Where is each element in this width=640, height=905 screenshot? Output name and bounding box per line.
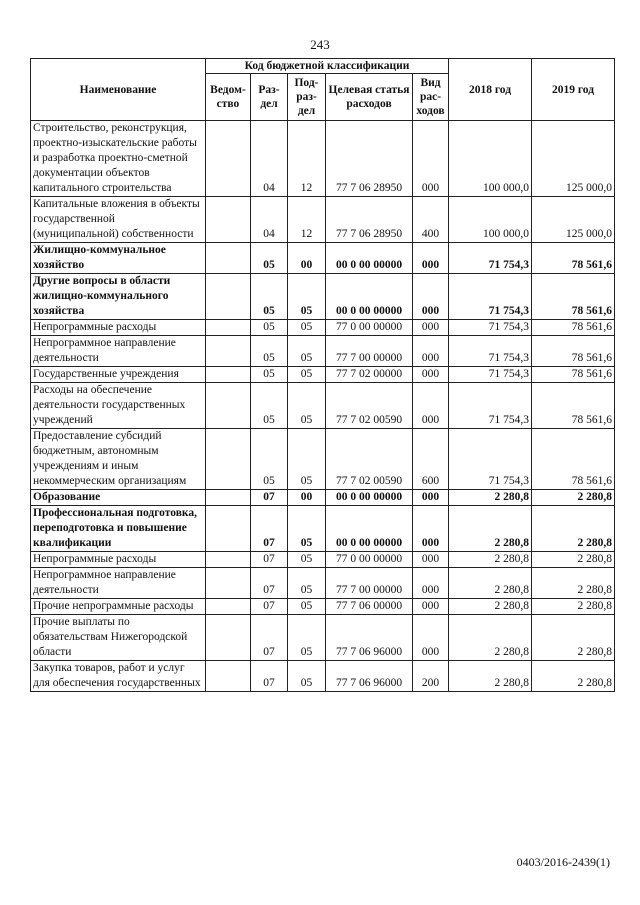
cell-2019: 2 280,8: [532, 506, 615, 552]
cell-vedomstvo: [206, 506, 251, 552]
cell-celevaya-statya: 77 0 00 00000: [326, 320, 413, 336]
cell-podrazdel: 05: [288, 320, 326, 336]
cell-2019: 78 561,6: [532, 429, 615, 490]
cell-2019: 125 000,0: [532, 197, 615, 243]
cell-vid-rashodov: 000: [413, 552, 449, 568]
cell-name: Непрограммные расходы: [31, 320, 206, 336]
cell-vid-rashodov: 000: [413, 336, 449, 367]
cell-name: Непрограммное направление деятельности: [31, 568, 206, 599]
cell-vedomstvo: [206, 568, 251, 599]
cell-vedomstvo: [206, 490, 251, 506]
cell-celevaya-statya: 77 7 06 00000: [326, 599, 413, 615]
cell-2019: 78 561,6: [532, 367, 615, 383]
cell-2019: 78 561,6: [532, 243, 615, 274]
cell-2019: 78 561,6: [532, 336, 615, 367]
budget-table: [30, 58, 615, 692]
cell-2019: 2 280,8: [532, 615, 615, 661]
cell-razdel: 05: [251, 383, 288, 429]
cell-celevaya-statya: 00 0 00 00000: [326, 506, 413, 552]
cell-name: Расходы на обеспечение деятельности государственных учреждений: [31, 383, 206, 429]
cell-name: Профессиональная подготовка, переподготовка и повышение квалификации: [31, 506, 206, 552]
cell-vid-rashodov: 000: [413, 243, 449, 274]
cell-podrazdel: 00: [288, 490, 326, 506]
cell-podrazdel: 12: [288, 121, 326, 197]
table-row: [31, 429, 615, 490]
cell-vid-rashodov: 000: [413, 367, 449, 383]
page-number: 243: [310, 37, 330, 52]
cell-podrazdel: 05: [288, 615, 326, 661]
cell-celevaya-statya: 77 7 02 00590: [326, 383, 413, 429]
cell-vedomstvo: [206, 367, 251, 383]
header-vid-rashodov: Вид рас-ходов: [413, 74, 449, 121]
cell-vid-rashodov: 400: [413, 197, 449, 243]
header-2019: 2019 год: [532, 59, 615, 121]
cell-razdel: 05: [251, 367, 288, 383]
cell-razdel: 04: [251, 197, 288, 243]
header-budget-code-group: Код бюджетной классификации: [206, 59, 449, 74]
cell-name: Строительство, реконструкция, проектно-изыскательские работы и разработка проектно-сметной документации объектов капитального строительства: [31, 121, 206, 197]
cell-razdel: 07: [251, 599, 288, 615]
cell-vid-rashodov: 000: [413, 320, 449, 336]
cell-2019: 2 280,8: [532, 599, 615, 615]
cell-vid-rashodov: 000: [413, 274, 449, 320]
cell-celevaya-statya: 77 7 02 00000: [326, 367, 413, 383]
cell-2018: 2 280,8: [449, 490, 532, 506]
table-row: [31, 490, 615, 506]
cell-2018: 100 000,0: [449, 197, 532, 243]
cell-vedomstvo: [206, 243, 251, 274]
header-celevaya-statya: Целевая статья расходов: [326, 74, 413, 121]
cell-celevaya-statya: 77 7 06 96000: [326, 661, 413, 692]
table-row: [31, 552, 615, 568]
cell-vid-rashodov: 000: [413, 568, 449, 599]
cell-vid-rashodov: 600: [413, 429, 449, 490]
cell-vid-rashodov: 000: [413, 121, 449, 197]
cell-podrazdel: 05: [288, 383, 326, 429]
cell-2018: 71 754,3: [449, 243, 532, 274]
cell-name: Непрограммные расходы: [31, 552, 206, 568]
cell-vedomstvo: [206, 429, 251, 490]
table-body: [31, 121, 615, 692]
cell-celevaya-statya: 77 7 06 96000: [326, 615, 413, 661]
cell-2019: 2 280,8: [532, 490, 615, 506]
cell-vid-rashodov: 000: [413, 383, 449, 429]
cell-celevaya-statya: 77 7 00 00000: [326, 568, 413, 599]
cell-2018: 71 754,3: [449, 383, 532, 429]
header-vedomstvo: Ведом-ство: [206, 74, 251, 121]
cell-vid-rashodov: 200: [413, 661, 449, 692]
table-row: [31, 383, 615, 429]
cell-razdel: 07: [251, 506, 288, 552]
table-row: [31, 568, 615, 599]
cell-name: Капитальные вложения в объекты государственной (муниципальной) собственности: [31, 197, 206, 243]
table-row: [31, 336, 615, 367]
table-row: [31, 320, 615, 336]
cell-razdel: 07: [251, 568, 288, 599]
cell-2018: 71 754,3: [449, 320, 532, 336]
cell-vedomstvo: [206, 552, 251, 568]
cell-podrazdel: 05: [288, 429, 326, 490]
cell-razdel: 07: [251, 661, 288, 692]
table-row: [31, 274, 615, 320]
cell-2018: 2 280,8: [449, 661, 532, 692]
cell-vedomstvo: [206, 320, 251, 336]
cell-podrazdel: 05: [288, 336, 326, 367]
cell-celevaya-statya: 00 0 00 00000: [326, 490, 413, 506]
cell-2018: 100 000,0: [449, 121, 532, 197]
cell-razdel: 05: [251, 429, 288, 490]
cell-name: Государственные учреждения: [31, 367, 206, 383]
cell-razdel: 07: [251, 552, 288, 568]
cell-razdel: 04: [251, 121, 288, 197]
cell-vedomstvo: [206, 599, 251, 615]
cell-vedomstvo: [206, 274, 251, 320]
cell-vedomstvo: [206, 615, 251, 661]
cell-celevaya-statya: 00 0 00 00000: [326, 274, 413, 320]
cell-celevaya-statya: 77 7 06 28950: [326, 121, 413, 197]
cell-vedomstvo: [206, 661, 251, 692]
table-row: [31, 599, 615, 615]
cell-2018: 71 754,3: [449, 429, 532, 490]
cell-vedomstvo: [206, 336, 251, 367]
table-row: [31, 367, 615, 383]
cell-podrazdel: 12: [288, 197, 326, 243]
cell-name: Жилищно-коммунальное хозяйство: [31, 243, 206, 274]
cell-razdel: 05: [251, 243, 288, 274]
cell-podrazdel: 00: [288, 243, 326, 274]
cell-2018: 71 754,3: [449, 274, 532, 320]
cell-2018: 2 280,8: [449, 506, 532, 552]
cell-vid-rashodov: 000: [413, 506, 449, 552]
cell-razdel: 07: [251, 490, 288, 506]
table-row: [31, 506, 615, 552]
cell-podrazdel: 05: [288, 274, 326, 320]
cell-2019: 2 280,8: [532, 568, 615, 599]
cell-podrazdel: 05: [288, 661, 326, 692]
cell-podrazdel: 05: [288, 367, 326, 383]
cell-vid-rashodov: 000: [413, 490, 449, 506]
cell-2019: 78 561,6: [532, 320, 615, 336]
cell-celevaya-statya: 77 7 06 28950: [326, 197, 413, 243]
cell-name: Прочие непрограммные расходы: [31, 599, 206, 615]
cell-name: Предоставление субсидий бюджетным, автономным учреждениям и иным некоммерческим организациям: [31, 429, 206, 490]
cell-name: Другие вопросы в области жилищно-коммунального хозяйства: [31, 274, 206, 320]
cell-vedomstvo: [206, 383, 251, 429]
cell-2019: 125 000,0: [532, 121, 615, 197]
cell-podrazdel: 05: [288, 599, 326, 615]
table-row: [31, 121, 615, 197]
cell-razdel: 07: [251, 615, 288, 661]
table-row: [31, 197, 615, 243]
cell-razdel: 05: [251, 320, 288, 336]
cell-2018: 2 280,8: [449, 615, 532, 661]
cell-vid-rashodov: 000: [413, 599, 449, 615]
cell-razdel: 05: [251, 336, 288, 367]
cell-celevaya-statya: 77 0 00 00000: [326, 552, 413, 568]
table-row: [31, 615, 615, 661]
cell-2019: 78 561,6: [532, 383, 615, 429]
cell-2018: 71 754,3: [449, 367, 532, 383]
cell-name: Непрограммное направление деятельности: [31, 336, 206, 367]
cell-name: Прочие выплаты по обязательствам Нижегородской области: [31, 615, 206, 661]
table-row: [31, 661, 615, 692]
cell-2018: 2 280,8: [449, 568, 532, 599]
cell-2018: 2 280,8: [449, 552, 532, 568]
cell-vedomstvo: [206, 121, 251, 197]
document-code: 0403/2016-2439(1): [516, 855, 610, 869]
cell-2018: 2 280,8: [449, 599, 532, 615]
header-podrazdel: Под-раз-дел: [288, 74, 326, 121]
cell-celevaya-statya: 77 7 00 00000: [326, 336, 413, 367]
cell-2019: 2 280,8: [532, 661, 615, 692]
cell-celevaya-statya: 00 0 00 00000: [326, 243, 413, 274]
table-row: [31, 243, 615, 274]
cell-podrazdel: 05: [288, 568, 326, 599]
cell-vedomstvo: [206, 197, 251, 243]
cell-name: Закупка товаров, работ и услуг для обеспечения государственных: [31, 661, 206, 692]
cell-podrazdel: 05: [288, 506, 326, 552]
cell-2018: 71 754,3: [449, 336, 532, 367]
cell-celevaya-statya: 77 7 02 00590: [326, 429, 413, 490]
cell-vid-rashodov: 000: [413, 615, 449, 661]
header-2018: 2018 год: [449, 59, 532, 121]
header-razdel: Раз-дел: [251, 74, 288, 121]
cell-2019: 2 280,8: [532, 552, 615, 568]
cell-razdel: 05: [251, 274, 288, 320]
header-name: Наименование: [31, 59, 206, 121]
cell-name: Образование: [31, 490, 206, 506]
cell-2019: 78 561,6: [532, 274, 615, 320]
cell-podrazdel: 05: [288, 552, 326, 568]
